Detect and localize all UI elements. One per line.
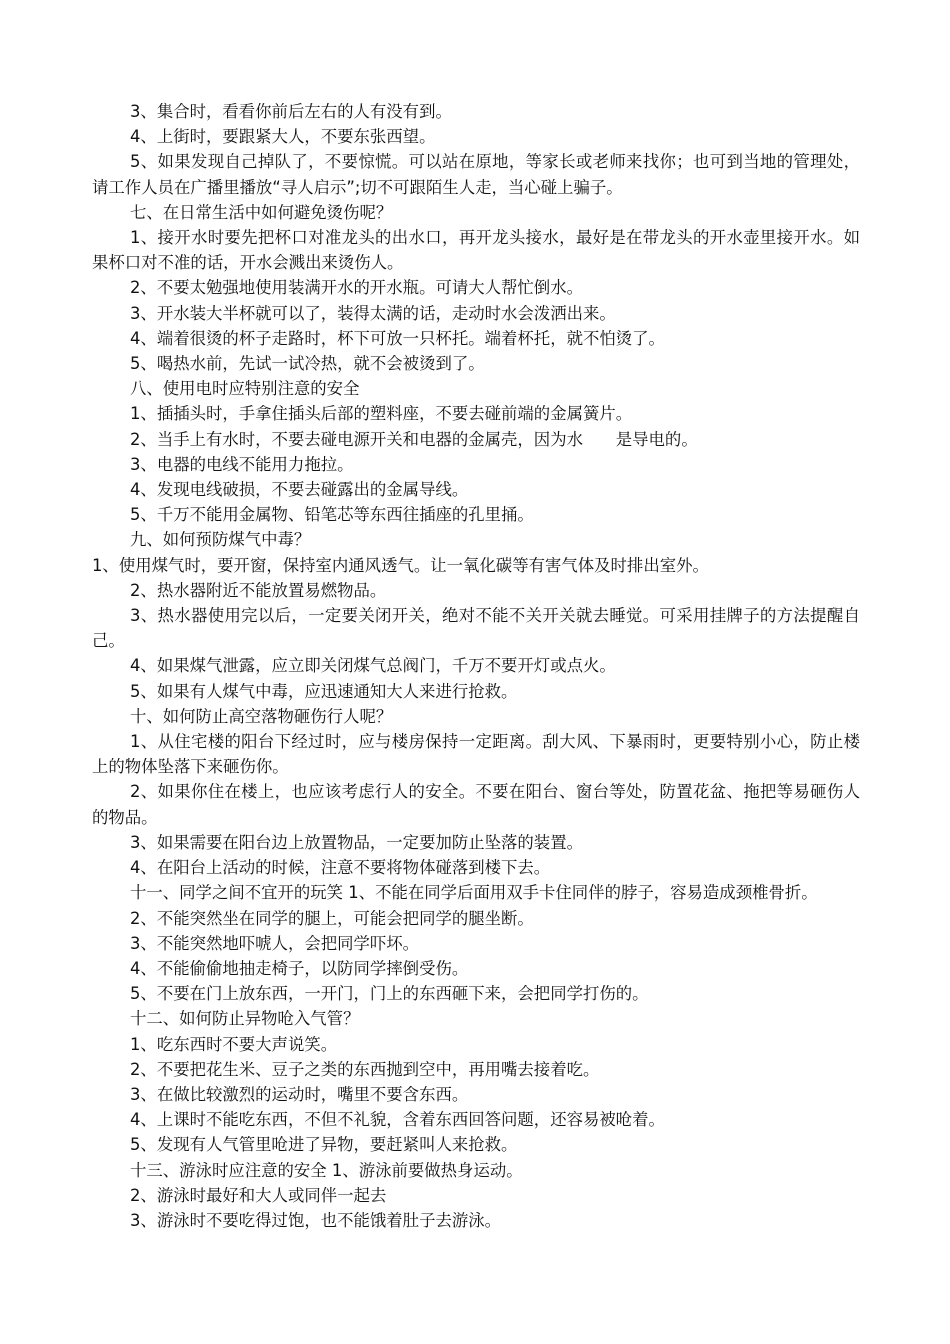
paragraph: 5、不要在门上放东西，一开门，门上的东西砸下来，会把同学打伤的。: [130, 984, 649, 1004]
paragraph: 十一、同学之间不宜开的玩笑 1、不能在同学后面用双手卡住同伴的脖子，容易造成颈椎骨折。: [130, 883, 818, 903]
paragraph: 3、不能突然地吓唬人，会把同学吓坏。: [130, 933, 420, 953]
paragraph: 2、当手上有水时，不要去碰电源开关和电器的金属壳，因为水 是导电的。: [130, 429, 698, 449]
paragraph: 3、游泳时不要吃得过饱，也不能饿着肚子去游泳。: [130, 1210, 502, 1230]
paragraph: 十二、如何防止异物呛入气管？: [130, 1009, 360, 1029]
paragraph: 4、如果煤气泄露，应立即关闭煤气总阀门，千万不要开灯或点火。: [130, 656, 616, 676]
paragraph: 3、热水器使用完以后，一定要关闭开关，绝对不能不关开关就去睡觉。可采用挂牌子的方法提醒自己。: [92, 606, 860, 651]
paragraph: 1、插插头时，手拿住插头后部的塑料座，不要去碰前端的金属簧片。: [130, 404, 633, 424]
paragraph: 4、端着很烫的杯子走路时，杯下可放一只杯托。端着杯托，就不怕烫了。: [130, 328, 665, 348]
paragraph: 2、不能突然坐在同学的腿上，可能会把同学的腿坐断。: [130, 908, 534, 928]
paragraph: 1、从住宅楼的阳台下经过时，应与楼房保持一定距离。刮大风、下暴雨时，更要特别小心，防止楼上的物体坠落下来砸伤你。: [92, 732, 860, 777]
paragraph: 4、发现电线破损，不要去碰露出的金属导线。: [130, 480, 469, 500]
paragraph: 3、集合时，看看你前后左右的人有没有到。: [130, 102, 452, 121]
paragraph: 4、在阳台上活动的时候，注意不要将物体碰落到楼下去。: [130, 858, 551, 878]
paragraph: 2、热水器附近不能放置易燃物品。: [130, 580, 387, 600]
paragraph: 3、电器的电线不能用力拖拉。: [130, 454, 354, 474]
paragraph: 2、如果你住在楼上，也应该考虑行人的安全。不要在阳台、窗台等处，防置花盆、拖把等易砸伤人的物品。: [92, 782, 860, 827]
paragraph: 1、使用煤气时，要开窗，保持室内通风透气。让一氧化碳等有害气体及时排出室外。: [92, 555, 709, 575]
paragraph: 七、在日常生活中如何避免烫伤呢？: [130, 202, 393, 222]
document-body: [92, 99, 860, 1233]
paragraph: 十、如何防止高空落物砸伤行人呢？: [130, 706, 393, 726]
paragraph: 5、发现有人气管里呛进了异物，要赶紧叫人来抢救。: [130, 1135, 518, 1155]
paragraph: 5、喝热水前，先试一试冷热，就不会被烫到了。: [130, 354, 485, 374]
paragraph: 5、如果有人煤气中毒，应迅速通知大人来进行抢救。: [130, 681, 518, 701]
paragraph: 2、游泳时最好和大人或同伴一起去: [130, 1185, 387, 1205]
paragraph: 1、吃东西时不要大声说笑。: [130, 1034, 338, 1054]
paragraph: 4、上街时，要跟紧大人，不要东张西望。: [130, 127, 436, 147]
paragraph: 5、千万不能用金属物、铅笔芯等东西往插座的孔里捅。: [130, 505, 534, 525]
paragraph: 5、如果发现自己掉队了，不要惊慌。可以站在原地，等家长或老师来找你；也可到当地的管理处，请工作人员在广播里播放“寻人启示”;切不可跟陌生人走，当心碰上骗子。: [92, 152, 860, 197]
paragraph: 1、接开水时要先把杯口对准龙头的出水口，再开龙头接水，最好是在带龙头的开水壶里接开水。如果杯口对不准的话，开水会溅出来烫伤人。: [92, 228, 860, 273]
paragraph: 3、如果需要在阳台边上放置物品，一定要加防止坠落的装置。: [130, 832, 583, 852]
paragraph: 2、不要把花生米、豆子之类的东西抛到空中，再用嘴去接着吃。: [130, 1059, 600, 1079]
paragraph: 4、不能偷偷地抽走椅子，以防同学摔倒受伤。: [130, 958, 469, 978]
paragraph: 3、开水装大半杯就可以了，装得太满的话，走动时水会泼洒出来。: [130, 303, 616, 323]
paragraph: 4、上课时不能吃东西，不但不礼貌，含着东西回答问题，还容易被呛着。: [130, 1110, 665, 1130]
paragraph: 九、如何预防煤气中毒？: [130, 530, 311, 550]
paragraph: 2、不要太勉强地使用装满开水的开水瓶。可请大人帮忙倒水。: [130, 278, 583, 298]
paragraph: 八、使用电时应特别注意的安全: [130, 379, 360, 399]
paragraph: 3、在做比较激烈的运动时，嘴里不要含东西。: [130, 1084, 469, 1104]
paragraph: 十三、游泳时应注意的安全 1、游泳前要做热身运动。: [130, 1160, 523, 1180]
